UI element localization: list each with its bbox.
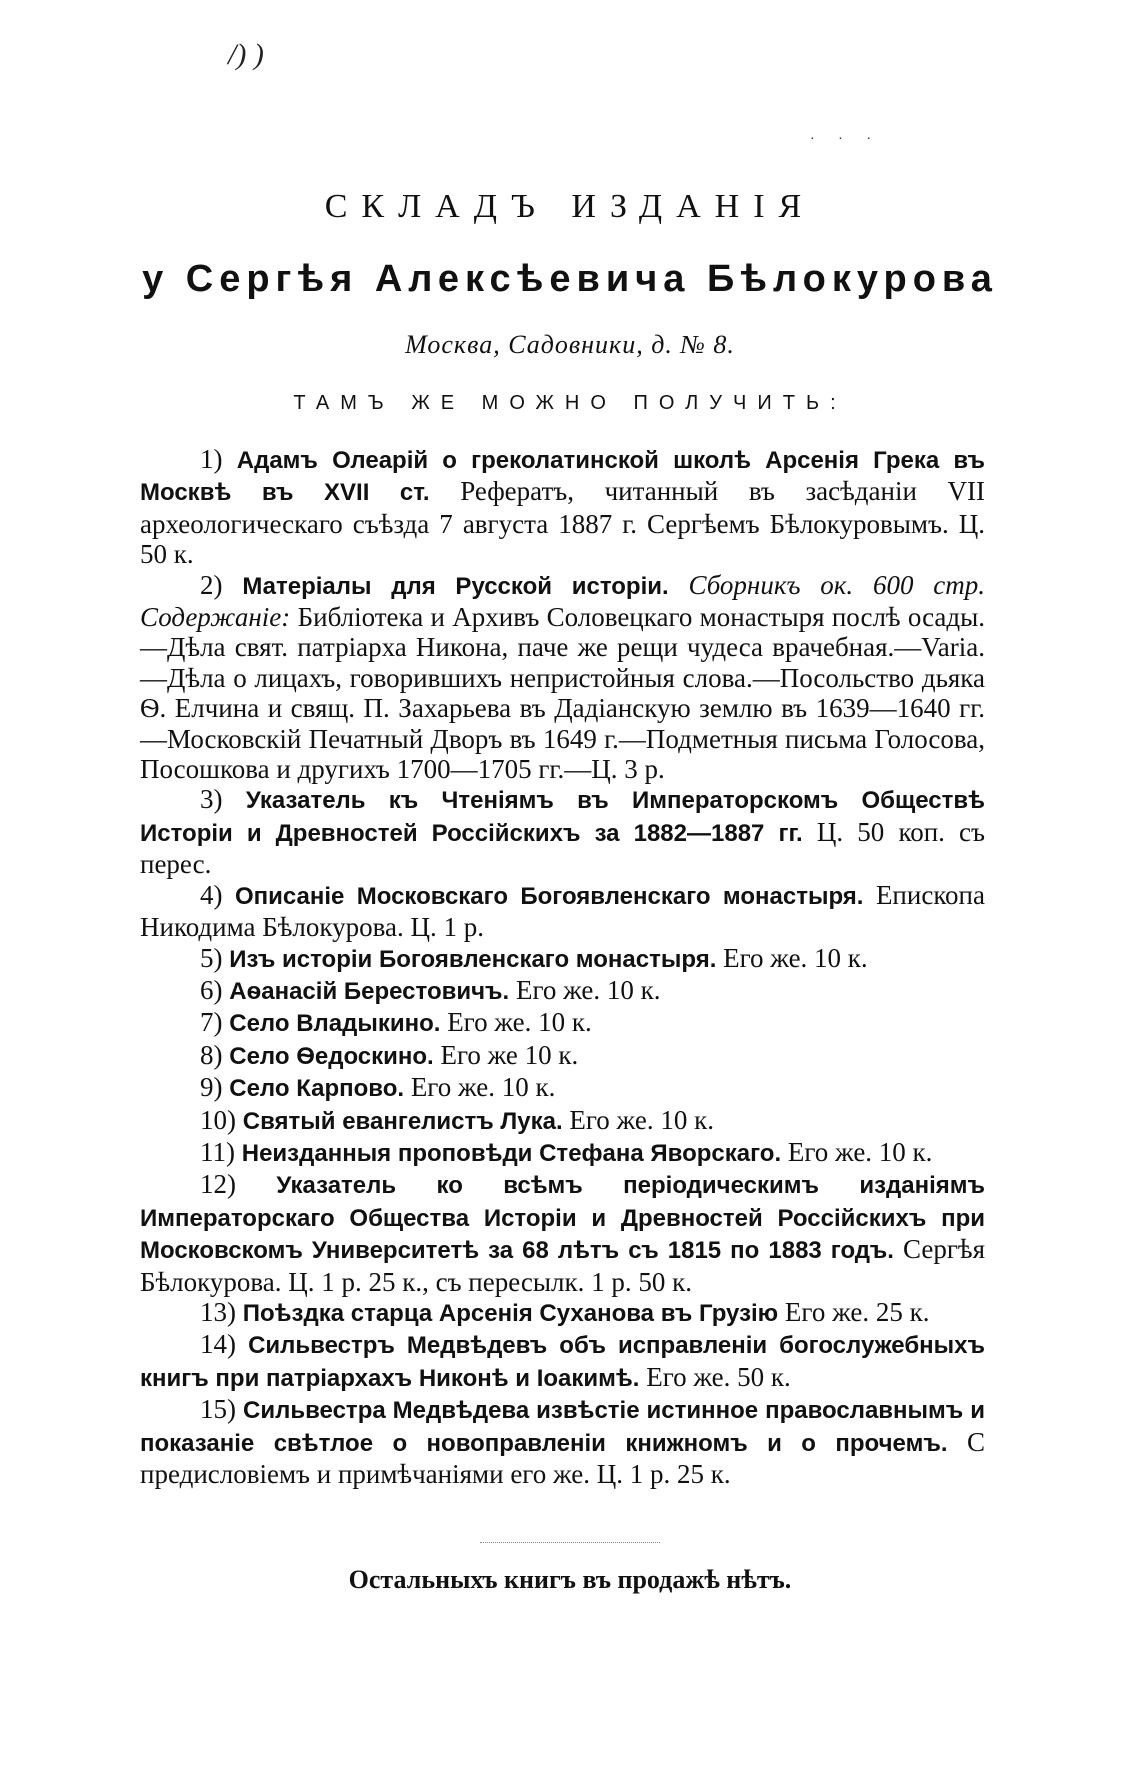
entry-number: 3) bbox=[200, 784, 223, 815]
catalog-entry bbox=[140, 1072, 985, 1104]
catalog-entry bbox=[140, 975, 985, 1007]
section-subheading: ТАМЪ ЖЕ МОЖНО ПОЛУЧИТЬ: bbox=[293, 392, 847, 414]
catalog-entry bbox=[140, 1394, 985, 1489]
separator-rule bbox=[480, 1542, 660, 1543]
entry-number: 8) bbox=[200, 1039, 223, 1070]
entry-description: Его же. 10 к. bbox=[410, 1072, 556, 1103]
catalog-entry bbox=[140, 1169, 985, 1297]
entry-title: Адамъ Олеарій о греколатинской школѣ Арсенія Грека въ Москвѣ въ XVII ст. bbox=[140, 447, 986, 507]
catalog-entry bbox=[140, 880, 985, 943]
entry-title: Описаніе Московскаго Богоявленскаго монастыря. bbox=[234, 882, 864, 910]
entry-description: Сергѣя Бѣлокурова. Ц. 1 р. 25 к., съ пересылк. 1 р. 50 к. bbox=[140, 1234, 986, 1297]
entry-number: 6) bbox=[200, 974, 223, 1005]
entry-description: Его же. 10 к. bbox=[447, 1007, 592, 1038]
catalog-entry bbox=[140, 444, 985, 570]
entry-number: 1) bbox=[200, 444, 223, 474]
entry-number: 14) bbox=[200, 1329, 236, 1360]
entry-description: С предисловіемъ и примѣчаніями его же. Ц. 1 р. 25 к. bbox=[140, 1426, 985, 1489]
catalog-entry bbox=[140, 784, 985, 879]
entry-title: Неизданныя проповѣди Стефана Яворскаго. bbox=[241, 1139, 782, 1167]
catalog-entry bbox=[140, 1040, 985, 1072]
entry-number: 2) bbox=[200, 569, 223, 600]
entry-number: 13) bbox=[200, 1296, 236, 1327]
entry-title: Аѳанасій Берестовичъ. bbox=[229, 977, 510, 1005]
entry-title: Святый евангелистъ Лука. bbox=[242, 1107, 563, 1135]
entry-description: Его же. 10 к. bbox=[515, 974, 661, 1005]
catalog-entry bbox=[140, 1297, 985, 1329]
entry-number: 5) bbox=[200, 942, 223, 973]
entry-title: Изъ исторіи Богоявленскаго монастыря. bbox=[229, 945, 717, 973]
entry-number: 12) bbox=[200, 1169, 236, 1200]
entry-number: 4) bbox=[200, 879, 223, 910]
entry-description: Епископа Никодима Бѣлокурова. Ц. 1 р. bbox=[140, 879, 985, 943]
publisher-line: у Сергѣя Алексѣевича Бѣлокурова bbox=[142, 258, 998, 300]
footer-note: Остальныхъ книгъ въ продажѣ нѣтъ. bbox=[348, 1565, 792, 1594]
entry-title: Сильвестра Медвѣдева извѣстіе истинное православнымъ и показаніе свѣтлое о новоправленіи книжномъ и о прочемъ. bbox=[140, 1397, 985, 1457]
margin-handwritten-mark: /) ) bbox=[228, 38, 264, 71]
entry-title: Поѣздка старца Арсенія Суханова въ Грузію bbox=[242, 1299, 779, 1327]
catalog-entry bbox=[140, 570, 985, 785]
entry-title: Указатель къ Чтеніямъ въ Императорскомъ Обществѣ Исторіи и Древностей Россійскихъ за 1882—1887 гг. bbox=[140, 787, 986, 847]
entry-number: 10) bbox=[200, 1104, 236, 1135]
entry-title: Матеріалы для Русской исторіи. bbox=[242, 572, 669, 600]
entry-title: Сильвестръ Медвѣдевъ объ исправленіи богослужебныхъ книгъ при патріархахъ Никонѣ и Іоакимѣ. bbox=[140, 1332, 985, 1392]
entry-description: Ц. 50 коп. съ перес. bbox=[140, 816, 986, 880]
publisher-address: Москва, Садовники, д. № 8. bbox=[405, 330, 735, 359]
catalog-entry bbox=[140, 1007, 985, 1039]
catalog-entry bbox=[140, 1329, 985, 1394]
entry-title: Село Владыкино. bbox=[229, 1010, 441, 1038]
entry-description: Его же. 10 к. bbox=[569, 1104, 714, 1135]
entry-number: 9) bbox=[200, 1072, 223, 1103]
entry-number: 7) bbox=[200, 1007, 223, 1038]
catalog-entry bbox=[140, 1105, 985, 1137]
catalog-entry bbox=[140, 943, 985, 975]
entry-description: Библіотека и Архивъ Соловецкаго монастыря послѣ осады.—Дѣла свят. патріарха Никона, паче же рещи чудеса врачебная.—Varia.—Дѣла о лицахъ, говорившихъ непристойныя слова.—Посольство дьяка Ѳ. Елчина и свящ. П. Захарьева въ Дадіанскую землю въ 1639—1640 гг.—Московскій Печатный Дворъ въ 1649 г.—Подметныя письма Голосова, Посошкова и другихъ 1700—1705 гг.—Ц. 3 р. bbox=[140, 602, 986, 785]
entry-title: Указатель ко всѣмъ періодическимъ изданіямъ Императорскаго Общества Исторіи и Древностей Россійскихъ при Московскомъ Университетѣ за 68 лѣтъ съ 1815 по 1883 годъ. bbox=[140, 1172, 985, 1265]
margin-dots-right: · · · bbox=[810, 132, 881, 147]
catalog-entry bbox=[140, 1137, 985, 1169]
book-catalog bbox=[140, 444, 985, 1489]
entry-title: Село Карпово. bbox=[229, 1075, 405, 1103]
entry-italic-note: Сборникъ ок. 600 стр. Содержаніе: bbox=[140, 569, 986, 633]
entry-description: Его же 10 к. bbox=[440, 1039, 579, 1070]
entry-number: 15) bbox=[200, 1394, 236, 1425]
entry-description: Его же. 50 к. bbox=[646, 1361, 791, 1392]
entry-number: 11) bbox=[200, 1136, 235, 1167]
entry-description: Его же. 25 к. bbox=[784, 1296, 930, 1327]
page-title: СКЛАДЪ ИЗДАНІЯ bbox=[324, 188, 816, 225]
entry-description: Его же. 10 к. bbox=[787, 1136, 933, 1167]
entry-description: Рефератъ, читанный въ засѣданіи VII археологическаго съѣзда 7 августа 1887 г. Сергѣемъ Бѣлокуровымъ. Ц. 50 к. bbox=[140, 476, 986, 570]
entry-description: Его же. 10 к. bbox=[723, 942, 868, 973]
entry-title: Село Ѳедоскино. bbox=[229, 1042, 434, 1070]
